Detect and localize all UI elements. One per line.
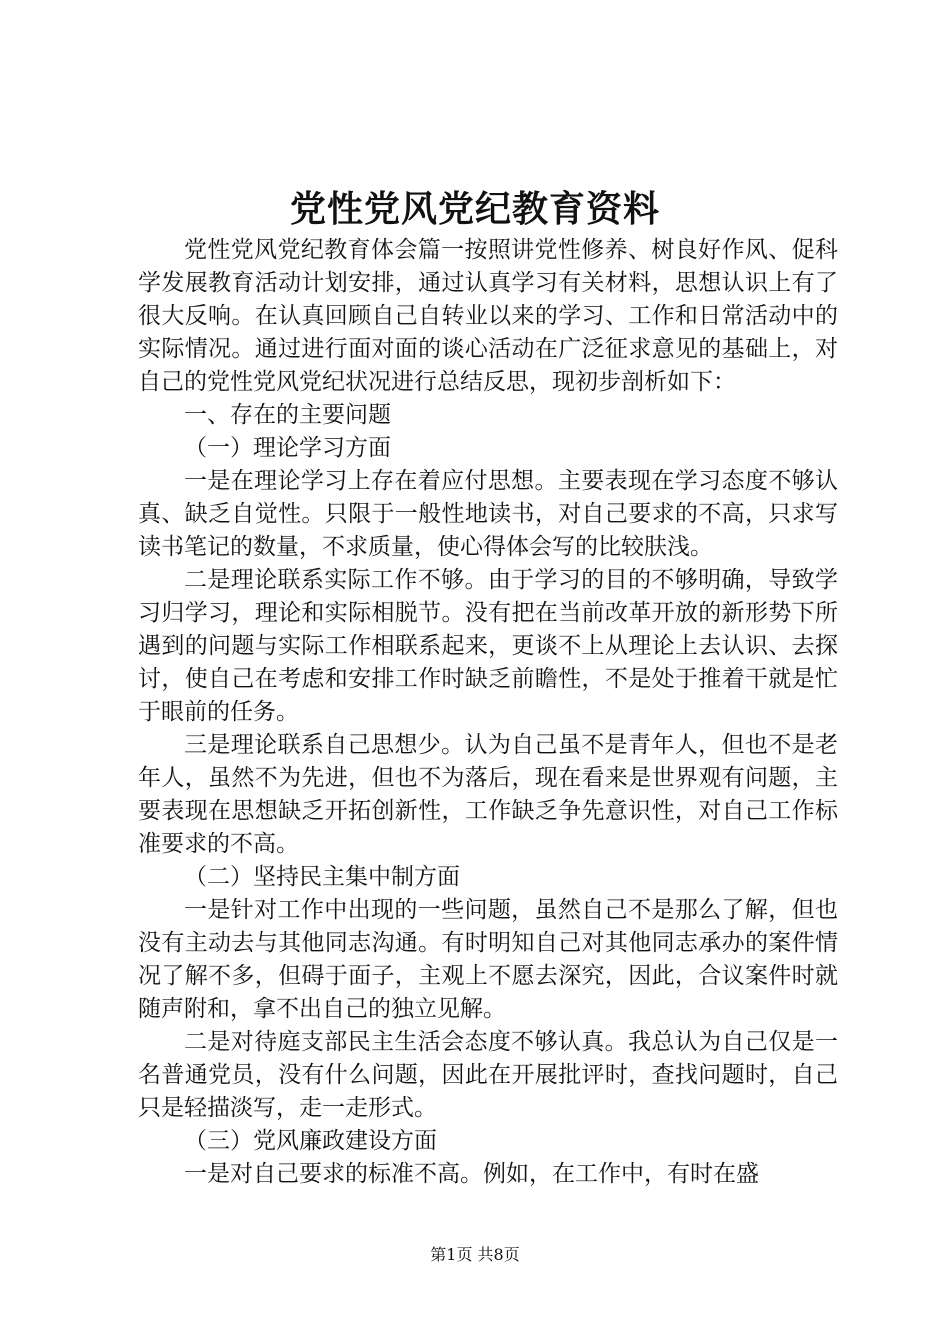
subsection-heading-democracy: （二）坚持民主集中制方面: [184, 864, 460, 890]
section-heading-problems: 一、存在的主要问题: [184, 402, 391, 428]
paragraph-democracy-2: 二是对待庭支部民主生活会态度不够认真。我总认为自己仅是一名普通党员，没有什么问题，因此在开展批评时，查找问题时，自己只是轻描淡写，走一走形式。: [138, 1029, 838, 1121]
paragraph-integrity-1: 一是对自己要求的标准不高。例如，在工作中，有时在盛: [184, 1161, 759, 1187]
paragraph-intro: 党性党风党纪教育体会篇一按照讲党性修养、树良好作风、促科学发展教育活动计划安排，通过认真学习有关材料，思想认识上有了很大反响。在认真回顾自己自转业以来的学习、工作和日常活动中的实际情况。通过进行面对面的谈心活动在广泛征求意见的基础上，对自己的党性党风党纪状况进行总结反思，现初步剖析如下：: [138, 237, 838, 395]
subsection-heading-integrity: （三）党风廉政建设方面: [184, 1128, 437, 1154]
page-footer: 第1页 共8页: [430, 1245, 520, 1264]
subsection-heading-theory: （一）理论学习方面: [184, 435, 391, 461]
paragraph-theory-1: 一是在理论学习上存在着应付思想。主要表现在学习态度不够认真、缺乏自觉性。只限于一般性地读书，对自己要求的不高，只求写读书笔记的数量，不求质量，使心得体会写的比较肤浅。: [138, 468, 838, 560]
paragraph-theory-3: 三是理论联系自己思想少。认为自己虽不是青年人，但也不是老年人，虽然不为先进，但也不为落后，现在看来是世界观有问题，主要表现在思想缺乏开拓创新性，工作缺乏争先意识性，对自己工作标准要求的不高。: [138, 732, 838, 857]
paragraph-democracy-1: 一是针对工作中出现的一些问题，虽然自己不是那么了解，但也没有主动去与其他同志沟通。有时明知自己对其他同志承办的案件情况了解不多，但碍于面子，主观上不愿去深究，因此，合议案件时就随声附和，拿不出自己的独立见解。: [138, 897, 838, 1022]
document-body: [138, 234, 838, 1191]
document-title: 党性党风党纪教育资料: [289, 188, 660, 230]
paragraph-theory-2: 二是理论联系实际工作不够。由于学习的目的不够明确，导致学习归学习，理论和实际相脱节。没有把在当前改革开放的新形势下所遇到的问题与实际工作相联系起来，更谈不上从理论上去认识、去探讨，使自己在考虑和安排工作时缺乏前瞻性，不是处于推着干就是忙于眼前的任务。: [138, 567, 838, 725]
